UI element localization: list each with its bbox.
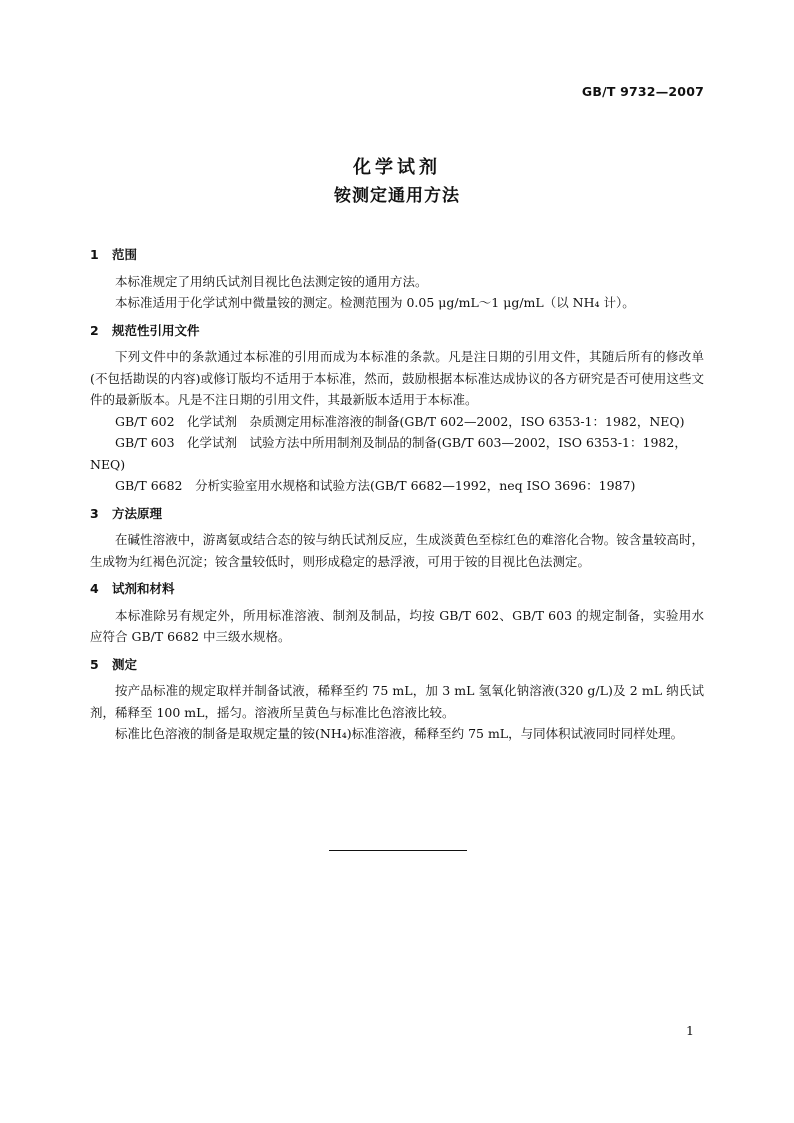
section-number: 4	[90, 581, 99, 596]
section-heading	[90, 320, 704, 342]
section-heading	[90, 244, 704, 266]
section-normative-references	[90, 320, 704, 497]
section-heading	[90, 503, 704, 525]
section-principle	[90, 503, 704, 573]
section-title: 规范性引用文件	[112, 322, 200, 338]
section-heading	[90, 578, 704, 600]
paragraph: 在碱性溶液中，游离氨或结合态的铵与纳氏试剂反应，生成淡黄色至棕红色的难溶化合物。铵含量较高时，生成物为红褐色沉淀；铵含量较低时，则形成稳定的悬浮液，可用于铵的目视比色法测定。	[90, 532, 704, 569]
document-title: 化学试剂	[353, 157, 441, 178]
reference-item: GB/T 603 化学试剂 试验方法中所用制剂及制品的制备(GB/T 603—2002，ISO 6353-1：1982，NEQ)	[90, 435, 687, 472]
paragraph: 本标准规定了用纳氏试剂目视比色法测定铵的通用方法。	[115, 273, 428, 289]
section-reagents	[90, 578, 704, 648]
standard-code: GB/T 9732—2007	[581, 84, 704, 99]
document-subtitle: 铵测定通用方法	[334, 186, 460, 206]
page-number: 1	[686, 1023, 694, 1038]
reference-item: GB/T 602 化学试剂 杂质测定用标准溶液的制备(GB/T 602—2002，ISO 6353-1：1982，NEQ)	[115, 413, 685, 429]
end-rule	[329, 850, 467, 851]
section-number: 2	[90, 322, 99, 338]
paragraph: 标准比色溶液的制备是取规定量的铵(NH₄)标准溶液，稀释至约 75 mL，与同体积试液同时同样处理。	[115, 726, 684, 741]
paragraph: 本标准适用于化学试剂中微量铵的测定。检测范围为 0.05 μg/mL～1 μg/mL（以 NH₄ 计）。	[115, 295, 635, 310]
section-number: 5	[90, 656, 99, 672]
section-determination	[90, 654, 704, 745]
section-title: 试剂和材料	[112, 581, 175, 596]
section-number: 3	[90, 505, 99, 521]
section-title: 测定	[112, 656, 138, 672]
document-body	[90, 244, 704, 751]
section-scope	[90, 244, 704, 314]
paragraph: 按产品标准的规定取样并制备试液，稀释至约 75 mL，加 3 mL 氢氧化钠溶液(320 g/L)及 2 mL 纳氏试剂，稀释至 100 mL，摇匀。溶液所呈黄色与标准比色溶液比较。	[90, 683, 704, 720]
section-title: 范围	[112, 247, 138, 262]
paragraph: 下列文件中的条款通过本标准的引用而成为本标准的条款。凡是注日期的引用文件，其随后所有的修改单(不包括勘误的内容)或修订版均不适用于本标准，然而，鼓励根据本标准达成协议的各方研究是否可使用这些文件的最新版本。凡是不注日期的引用文件，其最新版本适用于本标准。	[90, 349, 704, 407]
section-title: 方法原理	[112, 505, 163, 521]
reference-item: GB/T 6682 分析实验室用水规格和试验方法(GB/T 6682—1992，neq ISO 3696：1987)	[115, 478, 636, 493]
section-heading	[90, 654, 704, 676]
paragraph: 本标准除另有规定外，所用标准溶液、制剂及制品，均按 GB/T 602、GB/T 603 的规定制备，实验用水应符合 GB/T 6682 中三级水规格。	[90, 607, 704, 644]
section-number: 1	[90, 247, 99, 262]
